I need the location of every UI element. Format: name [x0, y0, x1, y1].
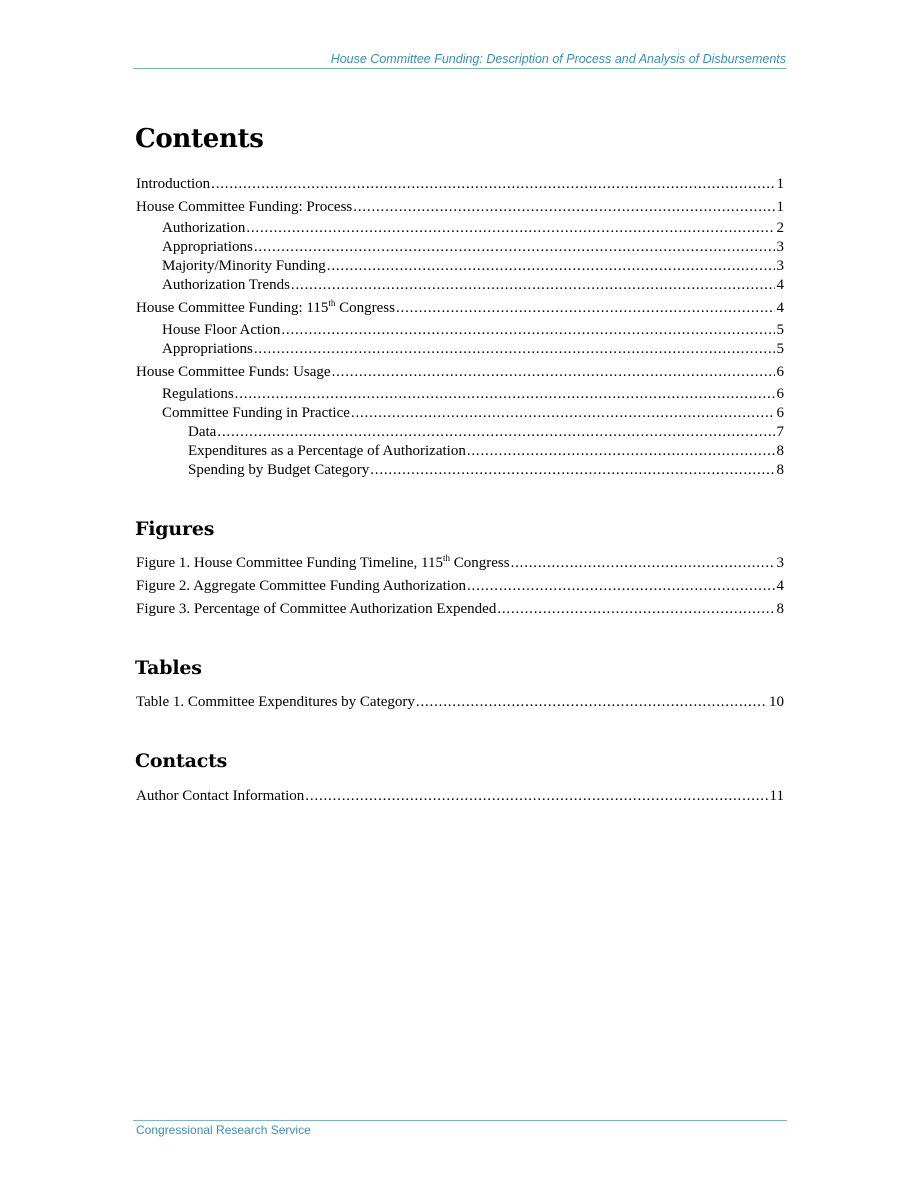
- contacts-heading: Contacts: [135, 750, 228, 772]
- toc-entry-label: Expenditures as a Percentage of Authorization: [188, 443, 466, 459]
- dot-leader: [396, 299, 775, 317]
- toc-entry-page: 3: [776, 258, 784, 274]
- dot-leader: [254, 340, 775, 358]
- toc-entry-funding-115th-congress[interactable]: [136, 299, 784, 317]
- figures-heading: Figures: [135, 518, 215, 540]
- toc-entry-label: Appropriations: [162, 341, 253, 357]
- contents-heading: Contents: [135, 124, 264, 154]
- toc-entry-data[interactable]: [188, 423, 784, 441]
- toc-entry-majority-minority-funding[interactable]: [162, 257, 784, 275]
- toc-entry-page: 1: [776, 176, 784, 192]
- dot-leader: [217, 423, 774, 441]
- ordinal-suffix: th: [328, 298, 336, 308]
- toc-entry-label-tail: Congress: [335, 300, 395, 316]
- header-rule: [133, 68, 787, 69]
- toc-entry-label: Spending by Budget Category: [188, 462, 370, 478]
- dot-leader: [254, 238, 775, 256]
- toc-entry-page: 4: [776, 578, 784, 594]
- toc-entry-label: Figure 2. Aggregate Committee Funding Authorization: [136, 578, 466, 594]
- dot-leader: [353, 198, 774, 216]
- dot-leader: [246, 219, 774, 237]
- toc-entry-page: 5: [776, 322, 784, 338]
- toc-entry-spending-budget-category[interactable]: [188, 461, 784, 479]
- toc-entry-label-tail: Congress: [449, 555, 510, 571]
- toc-entry-page: 3: [776, 555, 784, 571]
- toc-entry-regulations[interactable]: [162, 385, 784, 403]
- toc-entry-label: House Committee Funding: Process: [136, 199, 353, 215]
- toc-entry-label: Data: [188, 424, 217, 440]
- toc-entry-page: 7: [776, 424, 784, 440]
- toc-entry-page: 1: [776, 199, 784, 215]
- toc-entry-page: 6: [776, 405, 784, 421]
- toc-entry-authorization-trends[interactable]: [162, 276, 784, 294]
- dot-leader: [291, 276, 775, 294]
- toc-entry-author-contact[interactable]: [136, 787, 784, 805]
- running-header: House Committee Funding: Description of Process and Analysis of Disbursements: [330, 52, 786, 66]
- dot-leader: [370, 461, 774, 479]
- toc-entry-label: House Committee Funds: Usage: [136, 364, 331, 380]
- dot-leader: [416, 693, 767, 711]
- toc-entry-label-main: House Committee Funding: 115: [136, 300, 329, 316]
- toc-entry-label: Figure 3. Percentage of Committee Authorization Expended: [136, 601, 497, 617]
- toc-entry-page: 10: [769, 694, 784, 710]
- toc-entry-page: 8: [776, 601, 784, 617]
- dot-leader: [467, 577, 775, 595]
- toc-entry-page: 4: [776, 300, 784, 316]
- toc-entry-table-1[interactable]: [136, 693, 784, 711]
- toc-entry-page: 6: [776, 386, 784, 402]
- dot-leader: [497, 600, 774, 618]
- dot-leader: [467, 442, 775, 460]
- toc-entry-funding-process[interactable]: [136, 198, 784, 216]
- toc-entry-funds-usage[interactable]: [136, 363, 784, 381]
- toc-entry-label: Majority/Minority Funding: [162, 258, 326, 274]
- toc-entry-label: [136, 554, 510, 572]
- dot-leader: [305, 787, 767, 805]
- toc-entry-page: 8: [776, 462, 784, 478]
- toc-entry-page: 2: [776, 220, 784, 236]
- dot-leader: [511, 554, 775, 572]
- toc-entry-page: 3: [776, 239, 784, 255]
- toc-entry-label: Authorization: [162, 220, 246, 236]
- toc-entry-figure-2[interactable]: [136, 577, 784, 595]
- toc-entry-house-floor-action[interactable]: [162, 321, 784, 339]
- toc-entry-introduction[interactable]: [136, 175, 784, 193]
- toc-entry-label: Committee Funding in Practice: [162, 405, 350, 421]
- toc-entry-figure-1[interactable]: [136, 554, 784, 572]
- toc-entry-page: 5: [776, 341, 784, 357]
- toc-entry-page: 11: [769, 788, 784, 804]
- toc-entry-appropriations-115th[interactable]: [162, 340, 784, 358]
- toc-entry-appropriations[interactable]: [162, 238, 784, 256]
- dot-leader: [235, 385, 775, 403]
- dot-leader: [332, 363, 775, 381]
- toc-entry-page: 4: [776, 277, 784, 293]
- toc-entry-figure-3[interactable]: [136, 600, 784, 618]
- dot-leader: [327, 257, 775, 275]
- toc-entry-page: 8: [776, 443, 784, 459]
- toc-entry-label: House Floor Action: [162, 322, 281, 338]
- toc-entry-label-main: Figure 1. House Committee Funding Timeline, 115: [136, 555, 443, 571]
- toc-entry-expenditures-percentage[interactable]: [188, 442, 784, 460]
- toc-entry-label: Table 1. Committee Expenditures by Category: [136, 694, 415, 710]
- footer-organization: Congressional Research Service: [136, 1123, 311, 1137]
- dot-leader: [211, 175, 774, 193]
- toc-entry-label: Authorization Trends: [162, 277, 290, 293]
- toc-entry-label: [136, 299, 395, 317]
- footer-rule: [133, 1120, 787, 1121]
- dot-leader: [281, 321, 774, 339]
- toc-entry-committee-funding-practice[interactable]: [162, 404, 784, 422]
- dot-leader: [351, 404, 775, 422]
- ordinal-suffix: th: [442, 553, 450, 563]
- toc-entry-page: 6: [776, 364, 784, 380]
- toc-entry-label: Introduction: [136, 176, 211, 192]
- tables-heading: Tables: [135, 657, 202, 679]
- toc-entry-label: Appropriations: [162, 239, 253, 255]
- toc-entry-authorization[interactable]: [162, 219, 784, 237]
- toc-entry-label: Regulations: [162, 386, 234, 402]
- toc-entry-label: Author Contact Information: [136, 788, 305, 804]
